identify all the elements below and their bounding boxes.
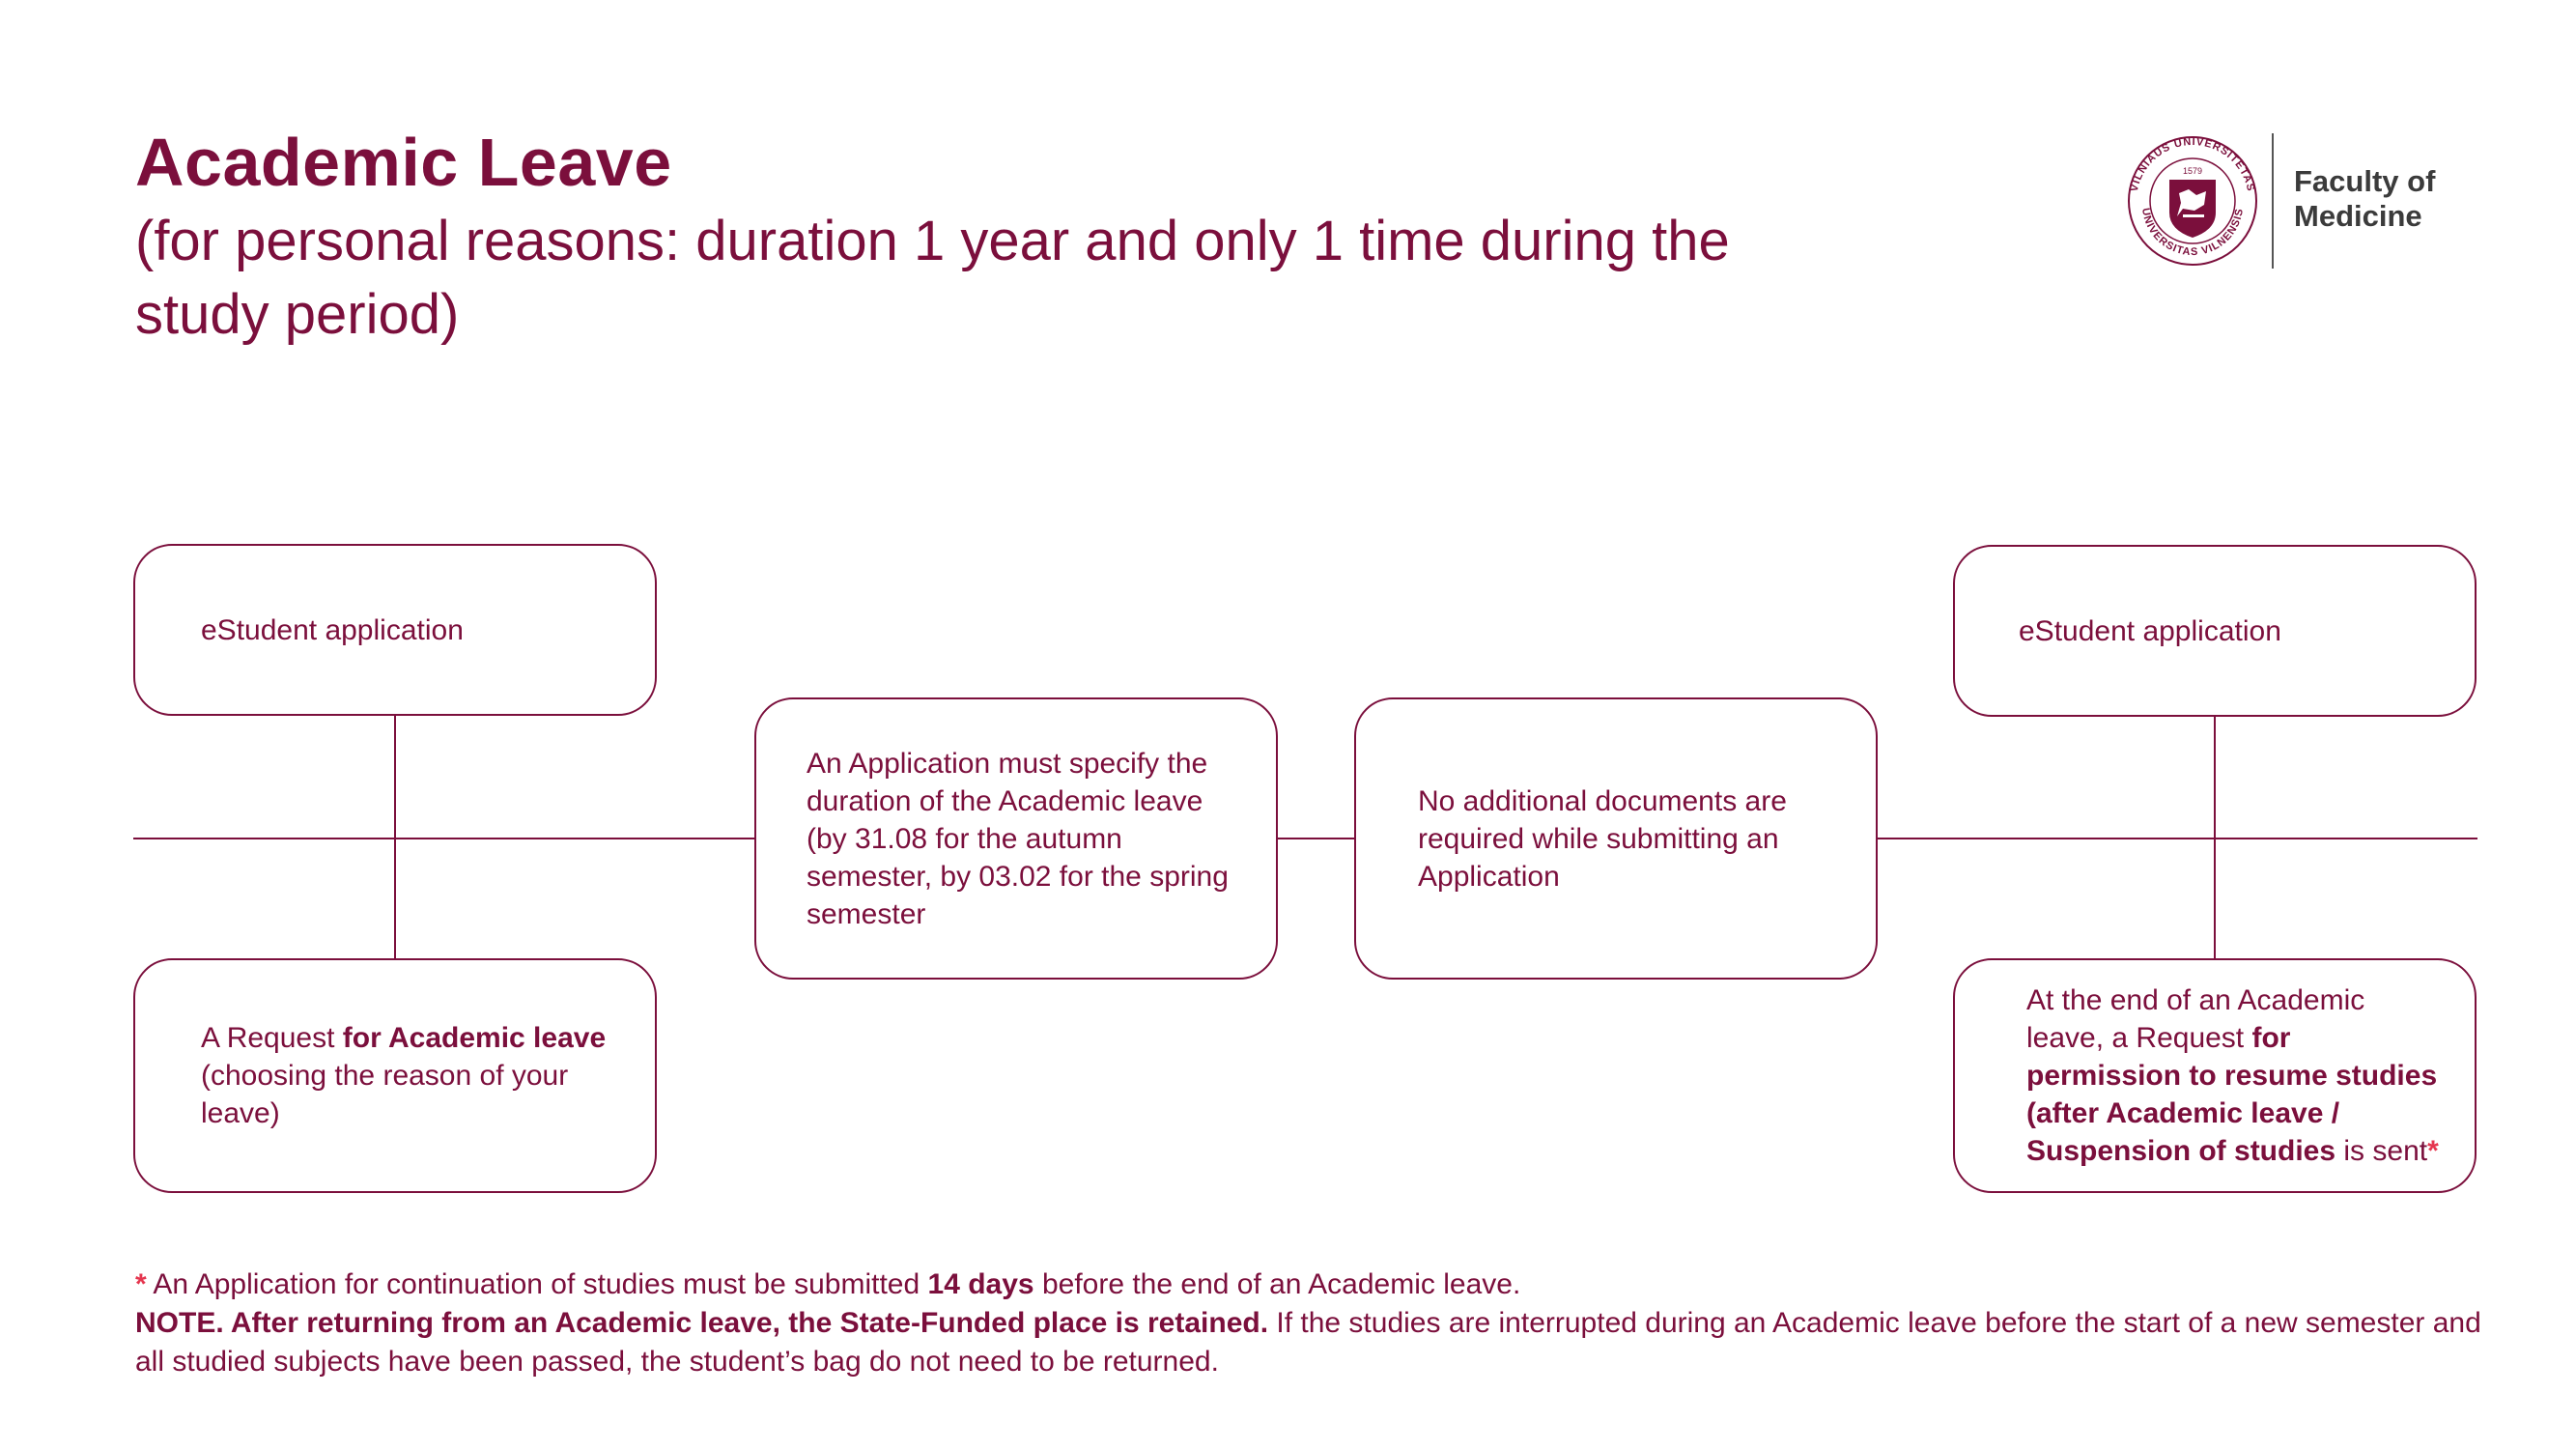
page-subtitle: (for personal reasons: duration 1 year and only 1 time during the study period) <box>135 210 1730 346</box>
estudent-application-label-right: eStudent application <box>2019 614 2281 647</box>
footnote-note: NOTE. After returning from an Academic leave, the State-Funded place is retained. If the studies are interrupted during an Academic leave before the start of a new semester and all studied subjects have been passed, the student’s bag do not need to be returned. <box>135 1307 2481 1378</box>
footnote <box>135 1265 2492 1381</box>
academic-leave-request-text: A Request for Academic leave (choosing the reason of your leave) <box>201 1022 607 1129</box>
logo-divider <box>2272 133 2274 269</box>
estudent-application-box-left <box>133 544 657 716</box>
application-specify-text: An Application must specify the duration of the Academic leave (by 31.08 for the autumn semester, by 03.02 for the spring semester <box>807 747 1229 930</box>
faculty-name <box>2294 164 2487 234</box>
estudent-application-label-left: eStudent application <box>201 613 464 646</box>
faculty-line-2: Medicine <box>2294 199 2422 233</box>
academic-leave-request-box <box>133 958 657 1193</box>
svg-text:UNIVERSITAS VILNENSIS: UNIVERSITAS VILNENSIS <box>2138 207 2246 259</box>
faculty-line-1: Faculty of <box>2294 164 2436 198</box>
svg-text:VILNIAUS UNIVERSITETAS: VILNIAUS UNIVERSITETAS <box>2128 135 2257 193</box>
no-documents-box <box>1354 697 1878 980</box>
no-documents-text: No additional documents are required while submitting an Application <box>1418 784 1787 893</box>
footnote-star-mark: * <box>2427 1135 2439 1167</box>
footnote-line-1: * An Application for continuation of studies must be submitted 14 days before the end of an Academic leave. <box>135 1268 1521 1300</box>
svg-text:1579: 1579 <box>2182 166 2203 176</box>
page-title: Academic Leave <box>135 125 672 200</box>
application-specify-box <box>754 697 1278 980</box>
estudent-application-box-right <box>1953 545 2477 717</box>
resume-studies-request-text: At the end of an Academic leave, a Request for permission to resume studies (after Academic leave / Suspension of studies is sent* <box>2026 984 2439 1167</box>
resume-studies-request-box <box>1953 958 2477 1193</box>
footnote-star: * <box>135 1268 147 1300</box>
